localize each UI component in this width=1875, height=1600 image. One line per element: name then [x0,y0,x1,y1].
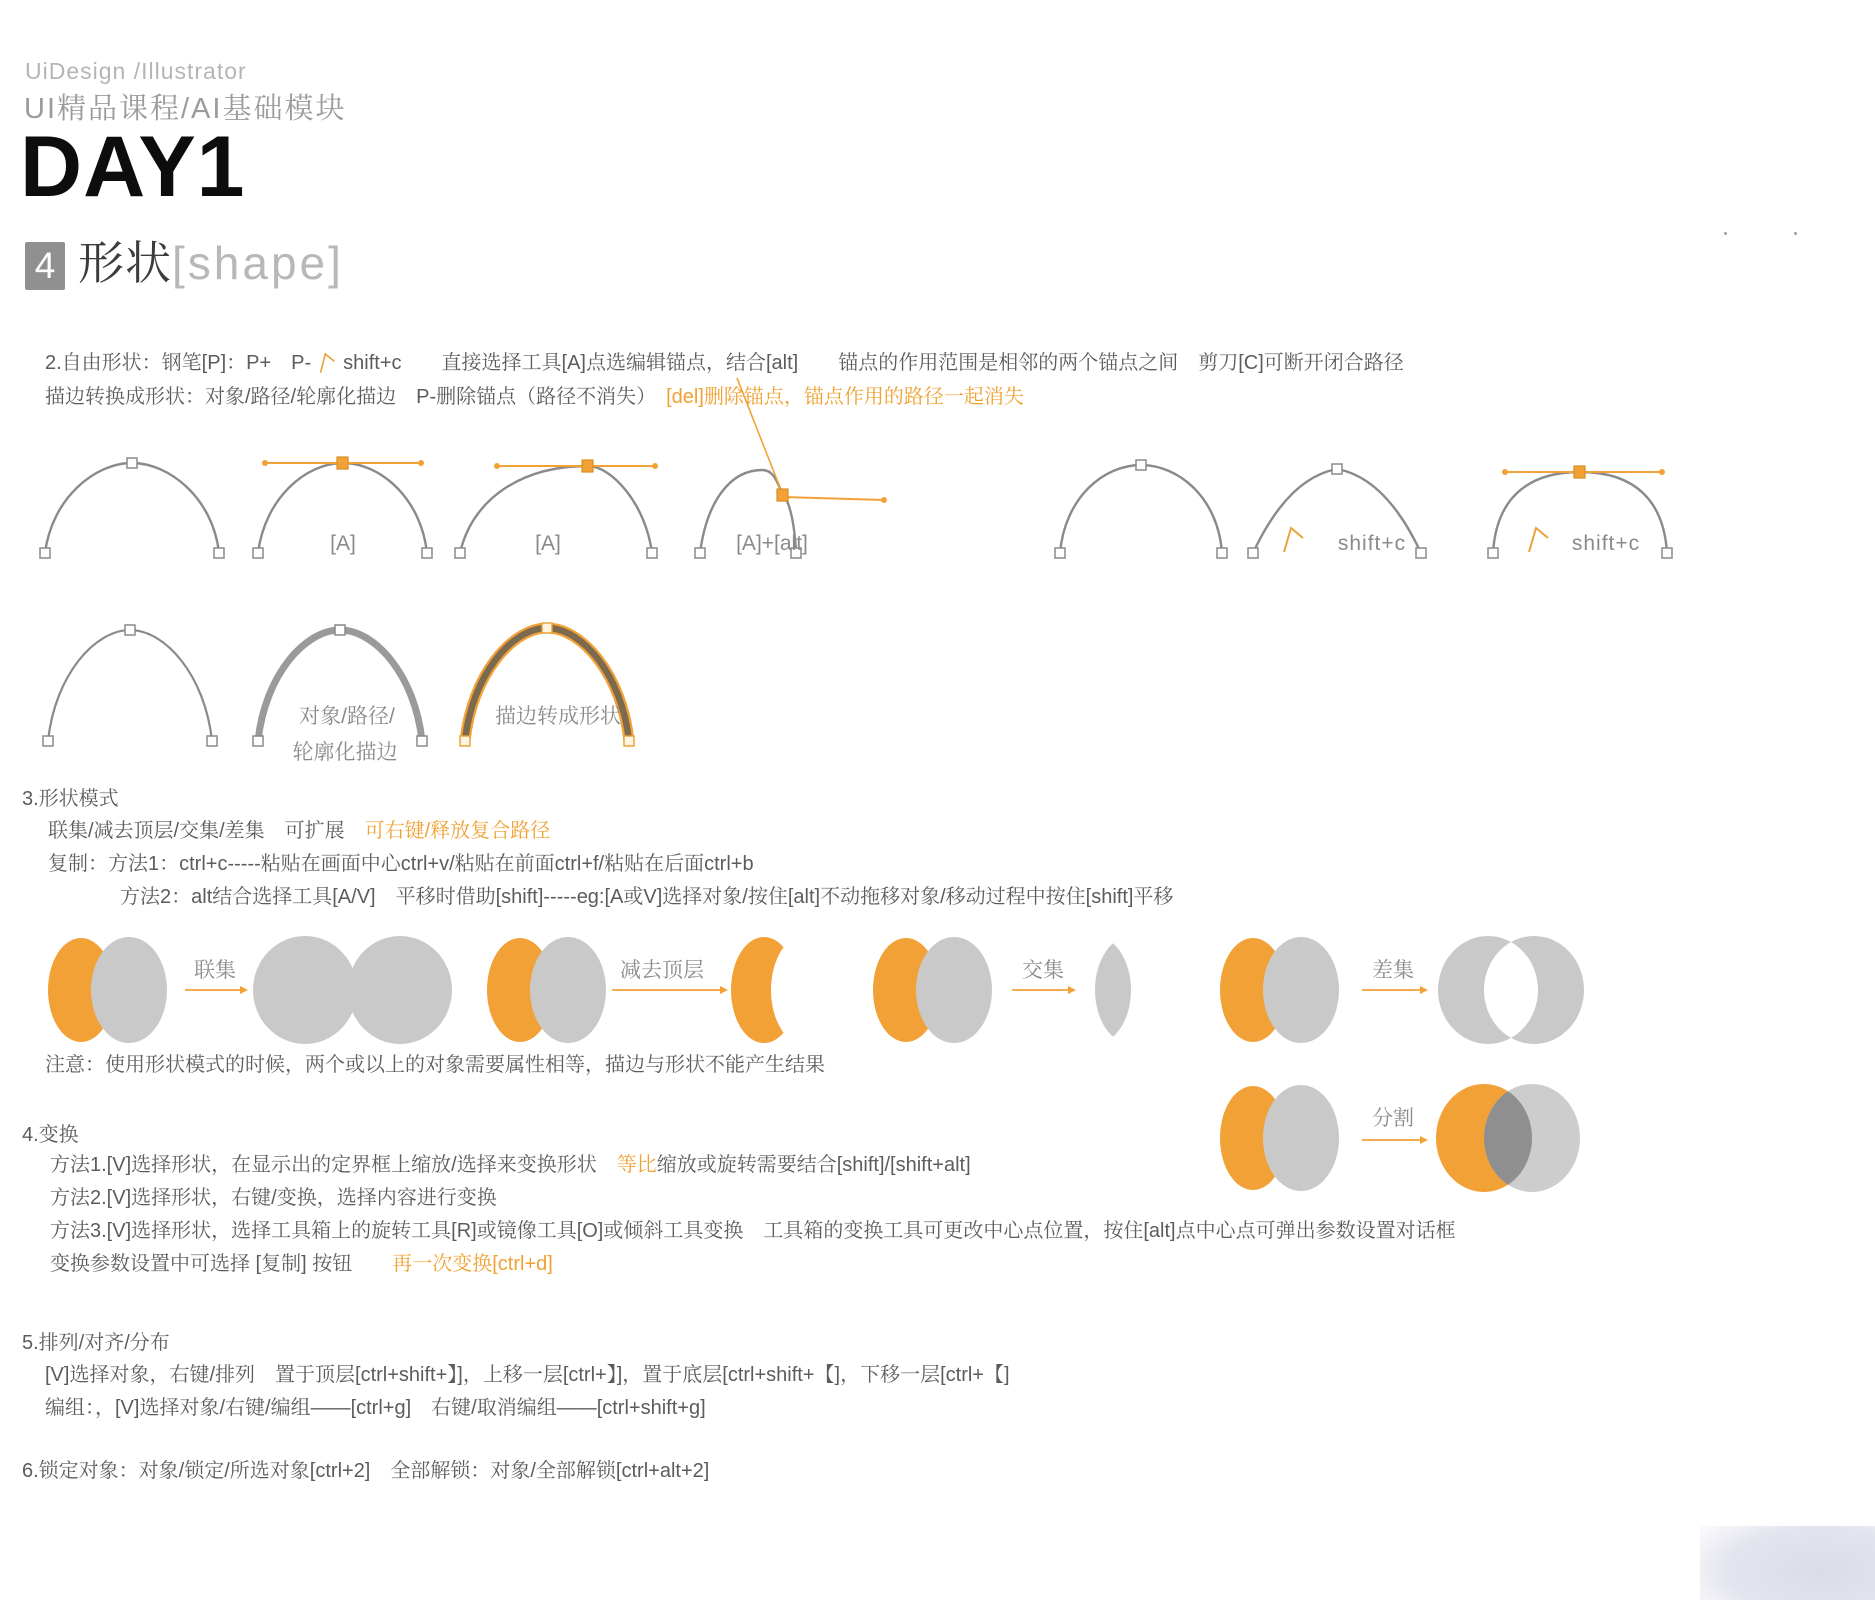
outline-stroke-diagram [0,600,1875,770]
page-mark-dot [1794,232,1797,235]
venn-result-exclude [1438,936,1584,1044]
venn-result-union [253,936,452,1044]
transform-method2: 方法2.[V]选择形状，右键/变换，选择内容进行变换 [50,1187,497,1209]
arrange-line2: 编组：，[V]选择对象/右键/编组——[ctrl+g] 右键/取消编组——[ctrl+shift+g] [45,1397,706,1419]
shape-mode-title: 3.形状模式 [22,788,119,810]
transform-method3: 方法3.[V]选择形状，选择工具箱上的旋转工具[R]或镜像工具[O]或倾斜工具变换 工具箱的变换工具可更改中心点位置，按住[alt]点中心点可弹出参数设置对话框 [50,1220,1456,1242]
lock-line: 6.锁定对象：对象/锁定/所选对象[ctrl+2] 全部解锁：对象/全部解锁[ctrl+alt+2] [22,1460,710,1482]
free-shape-line2-del-note: [del]删除锚点，锚点作用的路径一起消失 [666,386,1024,408]
venn-pair-divide [1220,1085,1339,1191]
section-title [78,237,344,289]
arc-plain-1 [45,463,219,553]
free-shape-line1-a: 2.自由形状：钢笔[P]：P+ P- [45,352,312,374]
page-mark-dot [1724,232,1727,235]
course-eyebrow: UiDesign /Illustrator [25,58,247,84]
outline-stroke-label-1: 对象/路径/ [299,705,395,728]
free-shape-line1-b: shift+c 直接选择工具[A]点选编辑锚点，结合[alt] 锚点的作用范围是相邻的两个锚点之间 剪刀[C]可断开闭合路径 [343,352,1404,374]
transform-method1-gray: 方法1.[V]选择形状，在显示出的定界框上缩放/选择来变换形状 [50,1154,617,1176]
shape-mode-note: 注意：使用形状模式的时候，两个或以上的对象需要属性相等，描边与形状不能产生结果 [45,1054,825,1076]
transform-method4-orange: 再一次变换[ctrl+d] [392,1253,553,1275]
convert-stroke-label: 描边转成形状 [495,705,621,728]
outline-stroke-label-2: 轮廓化描边 [292,741,398,764]
arc-thin-path [48,630,212,741]
venn-label-union: 联集 [194,959,236,982]
course-subtitle: UI精品课程/AI基础模块 [24,93,347,125]
convert-anchor-cursor-icon [1284,528,1303,552]
arc-label-a1: [A] [330,532,356,555]
del-note-pointer-line [737,378,783,495]
section-number: 4 [34,245,56,286]
section-title-text: 形状 [78,237,172,289]
shape-mode-line1 [48,818,550,844]
arrange-line1: [V]选择对象，右键/排列 置于顶层[ctrl+shift+】]，上移一层[ctrl+】]，置于底层[ctrl+shift+【]，下移一层[ctrl+【] [45,1364,1010,1386]
shape-mode-line1-orange: 可右键/释放复合路径 [364,820,551,842]
free-shape-line2-gray: 描边转换成形状：对象/路径/轮廓化描边 P-删除锚点（路径不消失） [45,386,667,408]
venn-pair-union [48,937,167,1043]
venn-result-divide [1436,1084,1580,1192]
transform-title: 4.变换 [22,1124,79,1146]
watermark-blob [1700,1526,1875,1600]
arrange-title: 5.排列/对齐/分布 [22,1332,170,1354]
shape-mode-line3: 方法2：alt结合选择工具[A/V] 平移时借助[shift]-----eg:[A或V]选择对象/按住[alt]不动拖移对象/移动过程中按住[shift]平移 [120,886,1174,908]
convert-anchor-cursor-icon [1529,528,1548,552]
arc-label-a2: [A] [535,532,561,555]
venn-label-intersect: 交集 [1022,959,1064,982]
shape-mode-line1-gray: 联集/减去顶层/交集/差集 可扩展 [48,820,365,842]
venn-pair-intersect [873,937,992,1043]
arc-plain-2 [1060,465,1222,553]
shape-mode-line2: 复制：方法1：ctrl+c-----粘贴在画面中心ctrl+v/粘贴在前面ctrl+f/粘贴在后面ctrl+b [48,853,754,875]
venn-pair-exclude [1220,937,1339,1043]
venn-label-divide: 分割 [1372,1107,1414,1130]
transform-method1 [50,1152,971,1178]
venn-label-exclude: 差集 [1372,959,1414,982]
section-title-bracket: [shape] [172,237,344,289]
day-title: DAY1 [20,119,246,215]
transform-method4 [50,1251,553,1277]
transform-method1-orange: 等比 [616,1154,657,1176]
venn-result-intersect [1095,936,1167,1044]
transform-method4-gray: 变换参数设置中可选择 [复制] 按钮 [50,1253,393,1275]
section-number-badge [25,242,65,290]
venn-pair-minus-front [487,937,606,1043]
venn-label-minus-front: 减去顶层 [620,959,704,982]
venn-result-minus-front [731,933,845,1047]
arc-label-a3: [A]+[alt] [736,532,808,555]
transform-method1-gray2: 缩放或旋转需要结合[shift]/[shift+alt] [656,1154,971,1176]
arc-label-shift1: shift+c [1337,532,1407,555]
arc-label-shift2: shift+c [1571,532,1641,555]
